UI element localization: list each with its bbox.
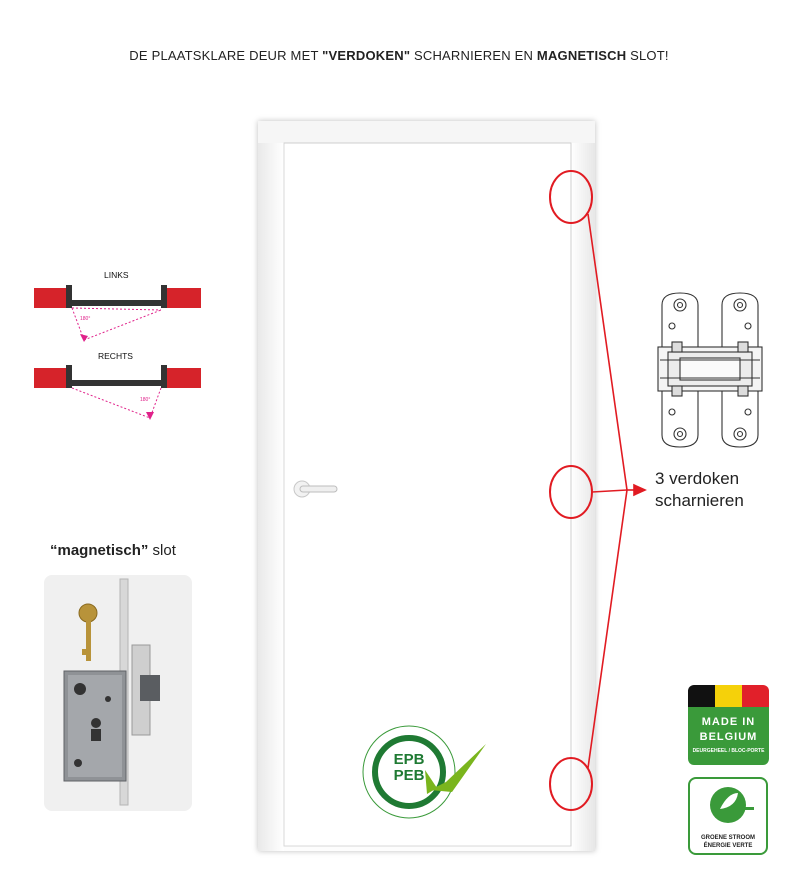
hinge-caption: 3 verdoken scharnieren <box>655 469 744 510</box>
made-in-belgium-badge: MADE IN BELGIUM DEURGEHEEL / BLOC-PORTE <box>688 685 769 767</box>
epb-seal-text: EPB PEB <box>393 751 425 784</box>
opening-diagram-rechts <box>34 366 201 420</box>
diagram-angle-rechts: 180° <box>140 397 151 403</box>
lock-title: “magnetisch” slot <box>50 542 176 559</box>
headline-bold-verdoken: "VERDOKEN" <box>322 48 411 63</box>
door-frame-left-jamb <box>258 121 284 851</box>
magnetic-lock-photo <box>44 575 192 811</box>
eco-plug-icon <box>690 779 766 829</box>
diagram-label-links: LINKS <box>104 270 129 280</box>
door-frame-top <box>258 121 595 143</box>
green-energy-badge: GROENE STROOM ÉNERGIE VERTE <box>688 777 768 855</box>
page-headline: DE PLAATSKLARE DEUR MET "VERDOKEN" SCHARNIEREN EN MAGNETISCH SLOT! <box>129 48 669 63</box>
hinge-pointer-lines <box>588 214 645 768</box>
lock-illustration <box>44 575 192 811</box>
diagram-label-rechts: RECHTS <box>98 351 133 361</box>
diagram-angle-links: 180° <box>80 316 91 322</box>
headline-bold-magnetisch: MAGNETISCH <box>536 48 627 63</box>
opening-diagram-links <box>34 286 201 342</box>
concealed-hinge-drawing <box>658 293 762 447</box>
